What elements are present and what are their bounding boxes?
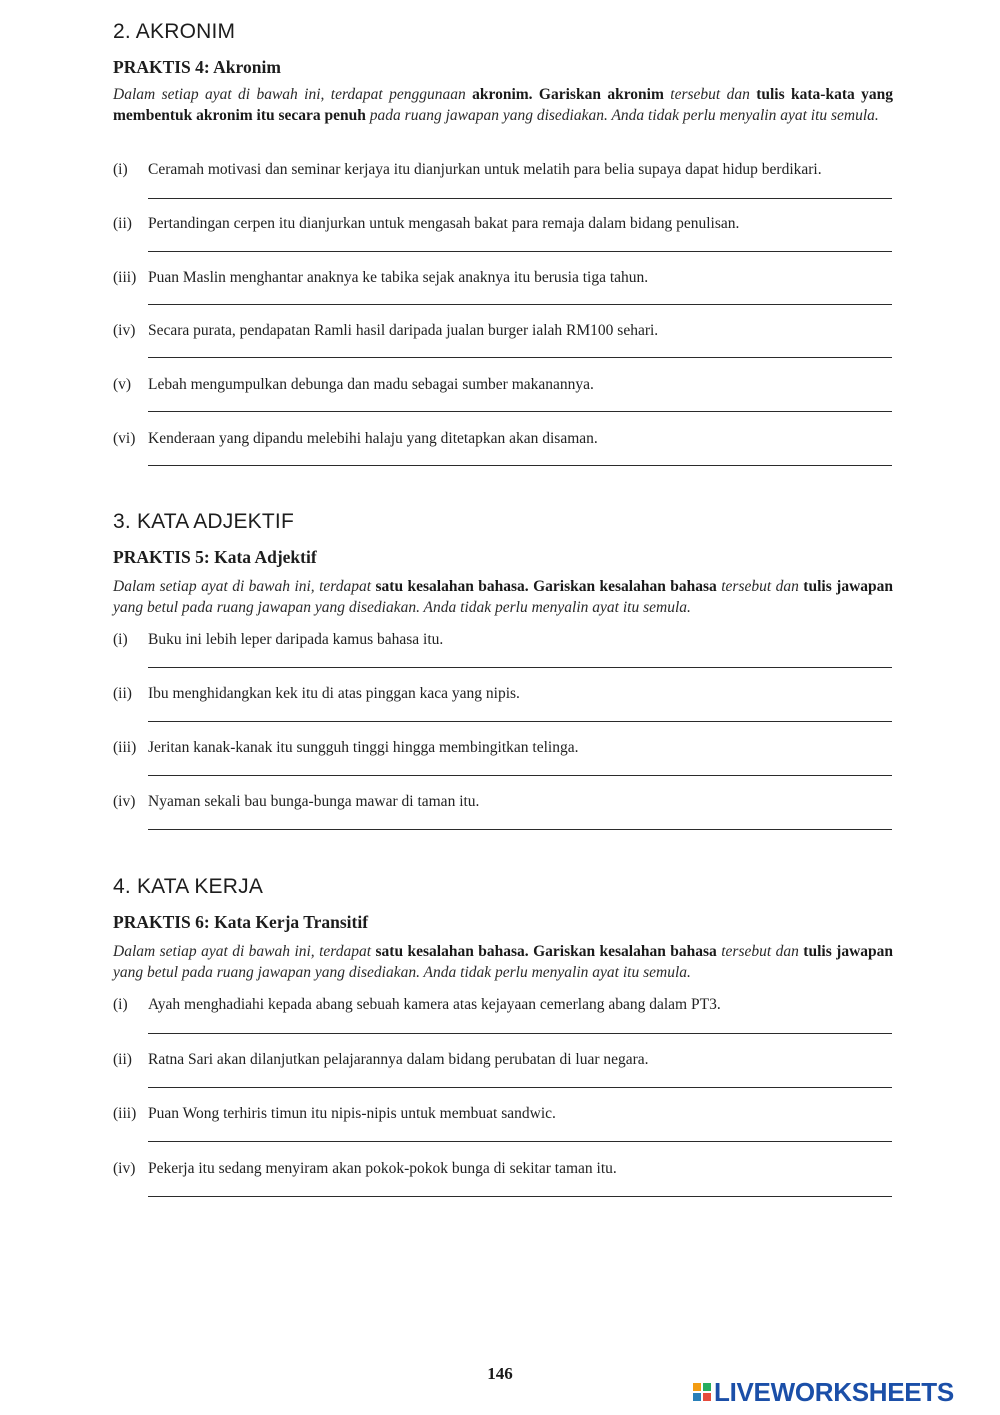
answer-field-adjektif-i[interactable]	[148, 667, 892, 668]
question-number: (iii)	[113, 739, 137, 756]
instructions-akronim	[113, 84, 893, 126]
instruction-segment: tersebut dan	[663, 86, 757, 103]
instruction-segment: yang betul pada ruang jawapan yang disediakan. Anda tidak perlu menyalin ayat itu semula.	[113, 964, 691, 981]
answer-field-kerja-iv[interactable]	[148, 1196, 892, 1197]
praktis-title-kata-adjektif: PRAKTIS 5: Kata Adjektif	[113, 547, 317, 567]
question-number: (ii)	[113, 1051, 132, 1068]
question-number: (ii)	[113, 215, 132, 232]
question-kerja-i	[113, 996, 893, 1016]
answer-field-akronim-v[interactable]	[148, 411, 892, 412]
answer-field-kerja-ii[interactable]	[148, 1087, 892, 1088]
instructions-kata-kerja	[113, 941, 893, 983]
question-number: (iv)	[113, 1160, 136, 1177]
answer-field-kerja-iii[interactable]	[148, 1141, 892, 1142]
instruction-segment: Dalam setiap ayat di bawah ini, terdapat	[113, 943, 376, 960]
liveworksheets-wordmark: LIVEWORKSHEETS	[714, 1376, 954, 1407]
question-text: Jeritan kanak-kanak itu sungguh tinggi hingga membingitkan telinga.	[148, 739, 579, 756]
question-kerja-iv	[113, 1160, 893, 1180]
question-text: Puan Wong terhiris timun itu nipis-nipis untuk membuat sandwic.	[148, 1105, 556, 1122]
answer-field-akronim-iii[interactable]	[148, 304, 892, 305]
question-text: Ayah menghadiahi kepada abang sebuah kamera atas kejayaan cemerlang abang dalam PT3.	[148, 996, 721, 1013]
praktis-title-akronim: PRAKTIS 4: Akronim	[113, 57, 281, 77]
instruction-segment-bold: satu kesalahan bahasa. Gariskan kesalahan bahasa	[375, 578, 717, 595]
question-text: Secara purata, pendapatan Ramli hasil daripada jualan burger ialah RM100 sehari.	[148, 322, 659, 339]
instruction-segment-bold: akronim. Gariskan akronim	[472, 86, 664, 103]
instruction-segment-bold: tulis jawapan	[803, 943, 893, 960]
question-akronim-iii	[113, 269, 893, 289]
question-text: Ratna Sari akan dilanjutkan pelajarannya dalam bidang perubatan di luar negara.	[148, 1051, 649, 1068]
question-text: Ceramah motivasi dan seminar kerjaya itu dianjurkan untuk melatih para belia supaya dapat hidup berdikari.	[148, 161, 822, 178]
instruction-segment: Dalam setiap ayat di bawah ini, terdapat	[113, 578, 376, 595]
instruction-segment: pada ruang jawapan yang disediakan. Anda tidak perlu menyalin ayat itu semula.	[365, 107, 879, 124]
answer-field-akronim-iv[interactable]	[148, 357, 892, 358]
question-number: (iii)	[113, 1105, 137, 1122]
question-text: Lebah mengumpulkan debunga dan madu sebagai sumber makanannya.	[148, 376, 594, 393]
question-text: Buku ini lebih leper daripada kamus bahasa itu.	[148, 631, 444, 648]
answer-field-akronim-vi[interactable]	[148, 465, 892, 466]
question-adjektif-iv	[113, 793, 893, 813]
instruction-segment: yang betul pada ruang jawapan yang disediakan. Anda tidak perlu menyalin ayat itu semula.	[113, 599, 691, 616]
question-text: Kenderaan yang dipandu melebihi halaju yang ditetapkan akan disaman.	[148, 430, 598, 447]
instruction-segment: Dalam setiap ayat di bawah ini, terdapat penggunaan	[113, 86, 473, 103]
instruction-segment: tersebut dan	[716, 943, 804, 960]
instruction-segment-bold: satu kesalahan bahasa. Gariskan kesalahan bahasa	[375, 943, 717, 960]
question-number: (ii)	[113, 685, 132, 702]
question-number: (i)	[113, 996, 128, 1013]
question-text: Ibu menghidangkan kek itu di atas pinggan kaca yang nipis.	[148, 685, 520, 702]
answer-field-adjektif-iii[interactable]	[148, 775, 892, 776]
answer-field-kerja-i[interactable]	[148, 1033, 892, 1034]
question-number: (i)	[113, 631, 128, 648]
question-number: (iii)	[113, 269, 137, 286]
answer-field-akronim-i[interactable]	[148, 198, 892, 199]
instruction-segment-bold: tulis kata-kata yang membentuk akronim itu secara penuh	[113, 86, 893, 124]
section-title-akronim: 2. AKRONIM	[113, 20, 236, 43]
liveworksheets-logo	[693, 1377, 954, 1407]
question-adjektif-iii	[113, 739, 893, 759]
answer-field-adjektif-iv[interactable]	[148, 829, 892, 830]
liveworksheets-grid-icon	[693, 1383, 711, 1401]
question-number: (iv)	[113, 793, 136, 810]
question-kerja-ii	[113, 1051, 893, 1071]
question-adjektif-ii	[113, 685, 893, 705]
answer-field-adjektif-ii[interactable]	[148, 721, 892, 722]
question-akronim-i	[113, 161, 893, 181]
question-text: Nyaman sekali bau bunga-bunga mawar di taman itu.	[148, 793, 480, 810]
question-kerja-iii	[113, 1105, 893, 1125]
question-akronim-iv	[113, 322, 893, 342]
question-text: Pertandingan cerpen itu dianjurkan untuk mengasah bakat para remaja dalam bidang penulisan.	[148, 215, 740, 232]
question-number: (v)	[113, 376, 132, 393]
instructions-kata-adjektif	[113, 576, 893, 618]
answer-field-akronim-ii[interactable]	[148, 251, 892, 252]
section-title-kata-kerja: 4. KATA KERJA	[113, 875, 264, 898]
question-number: (i)	[113, 161, 128, 178]
section-title-kata-adjektif: 3. KATA ADJEKTIF	[113, 510, 294, 533]
question-number: (iv)	[113, 322, 136, 339]
question-akronim-v	[113, 376, 893, 396]
instruction-segment: tersebut dan	[716, 578, 804, 595]
question-akronim-ii	[113, 215, 893, 235]
instruction-segment-bold: tulis jawapan	[803, 578, 893, 595]
question-text: Pekerja itu sedang menyiram akan pokok-pokok bunga di sekitar taman itu.	[148, 1160, 617, 1177]
question-number: (vi)	[113, 430, 136, 447]
praktis-title-kata-kerja: PRAKTIS 6: Kata Kerja Transitif	[113, 912, 369, 932]
page-number: 146	[487, 1364, 513, 1383]
question-text: Puan Maslin menghantar anaknya ke tabika sejak anaknya itu berusia tiga tahun.	[148, 269, 649, 286]
question-adjektif-i	[113, 631, 893, 651]
question-akronim-vi	[113, 430, 893, 450]
